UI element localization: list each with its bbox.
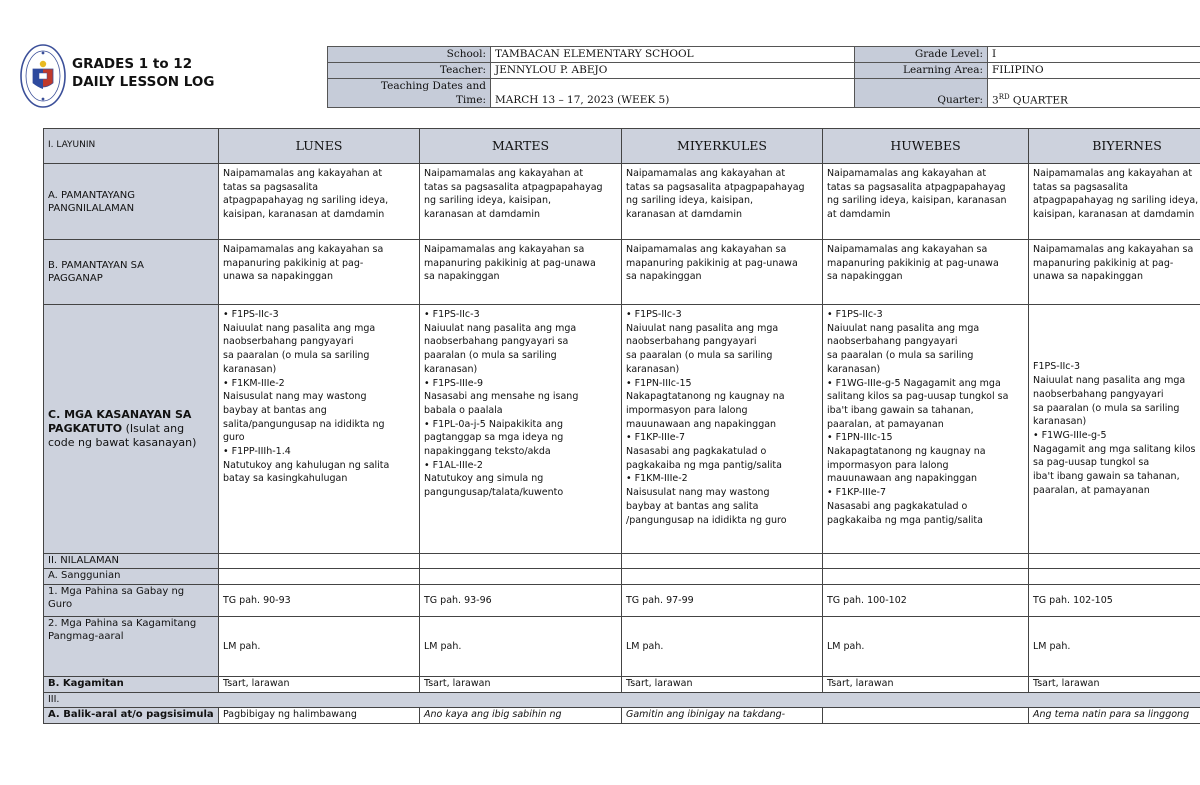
cell-kagamitang-martes: LM pah. (420, 617, 622, 677)
cell-line: Naiuulat nang pasalita ang mga (827, 322, 980, 334)
row-label-line: Guro (48, 599, 73, 610)
cell-line: paaralan, at pamayanan (827, 418, 944, 430)
cell-line: • F1PS-IIc-3 (626, 309, 682, 320)
row-balik-aral (44, 708, 1200, 724)
cell-line: Naiuulat nang pasalita ang mga (626, 322, 779, 334)
cell-line: ng sariling ideya, kaisipan, (626, 195, 754, 207)
cell-line: Naipamamalas ang kakayahan sa (1033, 244, 1194, 255)
cell-pamantayan-lunes (219, 240, 420, 305)
kasanayan-label-rest-2: code ng bawat kasanayan) (48, 436, 197, 449)
cell-line: iba't ibang gawain sa tahanan, (1033, 471, 1180, 483)
cell-gabay-miyerkules: TG pah. 97-99 (622, 585, 823, 617)
cell-line: naobserbahang pangyayari (223, 336, 354, 348)
title-line-2: DAILY LESSON LOG (72, 74, 215, 90)
cell-line: sa napakinggan (827, 271, 903, 283)
kasanayan-label-bold-1: C. MGA KASANAYAN SA (48, 408, 192, 421)
cell-line: sa paaralan (o mula sa sariling (1033, 402, 1180, 414)
day-header-biyernes: BIYERNES (1029, 129, 1200, 164)
cell-line: mapanuring pakikinig at pag-unawa (827, 257, 999, 269)
cell-kasanayan-martes (420, 305, 622, 554)
cell-line: naobserbahang pangyayari (626, 336, 757, 348)
cell-line: tatas sa pagsasalita atpagpapahayag (626, 181, 805, 193)
cell-line: • F1KP-IIIe-7 (626, 432, 686, 444)
cell-empty (1029, 569, 1200, 585)
cell-line: mapanuring pakikinig at pag-unawa (424, 257, 596, 269)
quarter-suffix: RD (998, 92, 1010, 101)
cell-line: Naisusulat nang may wastong (223, 391, 367, 403)
cell-empty (823, 554, 1029, 569)
cell-kagamitan-martes: Tsart, larawan (420, 677, 622, 693)
cell-line: sa napakinggan (626, 271, 702, 283)
kasanayan-label-bold-2: PAGKATUTO (48, 422, 123, 435)
cell-line: ng sariling ideya, kaisipan, karanasan (827, 195, 1007, 207)
cell-line: batay sa kasingkahulugan (223, 473, 348, 485)
cell-line: mapanuring pakikinig at pag- (1033, 257, 1174, 269)
cell-line: kaisipan, karanasan at damdamin (223, 209, 385, 221)
quarter-number: 3 (992, 94, 999, 106)
cell-pamantayan-martes (420, 240, 622, 305)
dates-value: MARCH 13 – 17, 2023 (WEEK 5) (491, 79, 855, 108)
cell-line: Naipamamalas ang kakayahan sa (223, 244, 384, 255)
row-gabay-guro (44, 585, 1200, 617)
cell-line: karanasan) (223, 363, 277, 375)
cell-line: Naipamamalas ang kakayahan at (424, 168, 584, 179)
cell-line: paaralan (o mula sa sariling (424, 350, 557, 362)
row-label-kagamitang (44, 617, 219, 677)
cell-empty (219, 554, 420, 569)
cell-line: • F1PP-IIIh-1.4 (223, 446, 291, 458)
cell-empty (1029, 554, 1200, 569)
cell-line: unawa sa napakinggan (1033, 271, 1144, 283)
cell-line: kaisipan, karanasan at damdamin (1033, 209, 1195, 221)
cell-kasanayan-lunes (219, 305, 420, 554)
cell-balikaral-miyerkules: Gamitin ang ibinigay na takdang- (622, 708, 823, 724)
cell-empty (823, 569, 1029, 585)
row-pamamaraan (44, 693, 1200, 708)
cell-line: napakinggang teksto/akda (424, 446, 551, 458)
cell-line: Naiuulat nang pasalita ang mga (1033, 375, 1186, 387)
info-table (327, 46, 1200, 108)
cell-line: paaralan, at pamayanan (1033, 484, 1150, 496)
cell-kasanayan-huwebes (823, 305, 1029, 554)
cell-line: karanasan) (626, 363, 680, 375)
row-label-sanggunian: A. Sanggunian (44, 569, 219, 585)
cell-line: Naipamamalas ang kakayahan at (827, 168, 987, 179)
cell-balikaral-huwebes (823, 708, 1029, 724)
cell-line: mapanuring pakikinig at pag-unawa (626, 257, 798, 269)
cell-line: Nakapagtatanong ng kaugnay na (827, 446, 986, 458)
teacher-label: Teacher: (328, 63, 491, 79)
cell-kagamitang-miyerkules: LM pah. (622, 617, 823, 677)
section-pamamaraan: III. (44, 693, 1200, 708)
quarter-value (988, 79, 1200, 108)
cell-pamantayang-martes (420, 164, 622, 240)
cell-pamantayan-biyernes (1029, 240, 1200, 305)
cell-line: Naiuulat nang pasalita ang mga (223, 322, 376, 334)
cell-line: Naipamamalas ang kakayahan sa (424, 244, 585, 255)
cell-line: F1PS-IIc-3 (1033, 361, 1080, 373)
day-header-lunes: LUNES (219, 129, 420, 164)
area-label: Learning Area: (855, 63, 988, 79)
row-label-line: A. PAMANTAYANG (48, 189, 136, 201)
row-label-line: PANGNILALAMAN (48, 202, 135, 214)
layunin-header: I. LAYUNIN (44, 129, 219, 164)
lesson-log-table (43, 128, 1200, 724)
cell-line: Naipamamalas ang kakayahan at (1033, 168, 1193, 179)
cell-line: babala o paalala (424, 404, 503, 416)
row-label-kagamitan: B. Kagamitan (44, 677, 219, 693)
cell-kagamitan-lunes: Tsart, larawan (219, 677, 420, 693)
dates-label-line-2: Time: (455, 94, 486, 106)
cell-line: impormasyon para lalong (827, 459, 949, 471)
cell-line: karanasan) (424, 363, 478, 375)
row-label-line: 1. Mga Pahina sa Gabay ng (48, 586, 185, 597)
cell-line: salitang kilos sa pag-uusap tungkol sa (827, 391, 1009, 403)
day-header-huwebes: HUWEBES (823, 129, 1029, 164)
cell-line: • F1PL-0a-j-5 Naipakikita ang (424, 418, 563, 430)
cell-line: Nagagamit ang mga salitang kilos (1033, 443, 1196, 455)
cell-line: pagkakaiba ng mga pantig/salita (827, 514, 983, 526)
cell-line: karanasan) (827, 363, 881, 375)
cell-gabay-martes: TG pah. 93-96 (420, 585, 622, 617)
cell-line: karanasan at damdamin (626, 209, 742, 221)
cell-kasanayan-biyernes (1029, 305, 1200, 554)
teacher-value: JENNYLOU P. ABEJO (491, 63, 855, 79)
document-title (72, 55, 214, 91)
cell-kagamitang-biyernes: LM pah. (1029, 617, 1200, 677)
cell-pamantayang-biyernes (1029, 164, 1200, 240)
cell-line: Naipamamalas ang kakayahan sa (626, 244, 787, 255)
cell-kasanayan-miyerkules (622, 305, 823, 554)
cell-line: salita/pangungusap na ididikta ng (223, 418, 385, 430)
deped-seal-logo (20, 43, 66, 109)
row-label-pamantayang (44, 164, 219, 240)
cell-line: mapanuring pakikinig at pag- (223, 257, 364, 269)
cell-line: • F1WG-IIIe-g-5 Nagagamit ang mga (827, 377, 1001, 389)
cell-line: Naipamamalas ang kakayahan sa (827, 244, 988, 255)
cell-line: tatas sa pagsasalita atpagpapahayag (827, 181, 1006, 193)
row-kagamitan (44, 677, 1200, 693)
cell-line: Nasasabi ang pagkakatulad o (827, 500, 968, 512)
cell-line: unawa sa napakinggan (223, 271, 334, 283)
cell-line: naobserbahang pangyayari sa (424, 336, 569, 348)
cell-line: tatas sa pagsasalita (223, 181, 319, 193)
cell-line: naobserbahang pangyayari (1033, 388, 1164, 400)
cell-balikaral-lunes: Pagbibigay ng halimbawang (219, 708, 420, 724)
cell-line: karanasan at damdamin (424, 209, 540, 221)
cell-line: • F1PN-IIIc-15 (827, 432, 893, 444)
cell-line: sa paaralan (o mula sa sariling (223, 350, 370, 362)
cell-line: atpagpapahayag ng sariling ideya, (1033, 195, 1199, 207)
cell-line: • F1KM-IIIe-2 (223, 377, 285, 389)
cell-line: Natutukoy ang kahulugan ng salita (223, 459, 390, 471)
row-label-kasanayan (44, 305, 219, 554)
grade-value: I (988, 47, 1200, 63)
cell-line: tatas sa pagsasalita (1033, 181, 1129, 193)
cell-line: mauunawaan ang napakinggan (827, 473, 978, 485)
area-value: FILIPINO (988, 63, 1200, 79)
cell-line: sa paaralan (o mula sa sariling (827, 350, 974, 362)
cell-balikaral-martes: Ano kaya ang ibig sabihin ng (420, 708, 622, 724)
row-kasanayan (44, 305, 1200, 554)
cell-pamantayang-lunes (219, 164, 420, 240)
cell-line: karanasan) (1033, 416, 1087, 428)
row-sanggunian (44, 569, 1200, 585)
cell-kagamitan-miyerkules: Tsart, larawan (622, 677, 823, 693)
cell-line: sa pag-uusap tungkol sa (1033, 457, 1150, 469)
cell-kagamitan-biyernes: Tsart, larawan (1029, 677, 1200, 693)
cell-line: • F1KP-IIIe-7 (827, 487, 887, 499)
cell-line: pagtanggap sa mga ideya ng (424, 432, 564, 444)
header-row (44, 129, 1200, 164)
cell-line: Naipamamalas ang kakayahan at (223, 168, 383, 179)
school-label: School: (328, 47, 491, 63)
cell-line: • F1PS-IIc-3 (827, 309, 883, 320)
row-pamantayang-pangnilalaman (44, 164, 1200, 240)
row-label-balik-aral: A. Balik-aral at/o pagsisimula (44, 708, 219, 724)
row-label-pamantayan (44, 240, 219, 305)
cell-pamantayan-miyerkules (622, 240, 823, 305)
cell-line: naobserbahang pangyayari (827, 336, 958, 348)
cell-line: Nakapagtatanong ng kaugnay na (626, 391, 785, 403)
row-label-line: PAGGANAP (48, 273, 103, 284)
cell-line: sa paaralan (o mula sa sariling (626, 350, 773, 362)
kasanayan-label-rest-1: (Isulat ang (122, 422, 185, 435)
cell-pamantayang-miyerkules (622, 164, 823, 240)
title-line-1: GRADES 1 to 12 (72, 56, 193, 72)
cell-line: Natutukoy ang simula ng (424, 473, 544, 485)
cell-kagamitang-huwebes: LM pah. (823, 617, 1029, 677)
cell-empty (622, 554, 823, 569)
cell-empty (420, 554, 622, 569)
quarter-label: Quarter: (855, 79, 988, 108)
cell-line: • F1PN-IIIc-15 (626, 377, 692, 389)
cell-line: ng sariling ideya, kaisipan, (424, 195, 552, 207)
cell-kagamitan-huwebes: Tsart, larawan (823, 677, 1029, 693)
row-pamantayan-pagganap (44, 240, 1200, 305)
dates-label (328, 79, 491, 108)
cell-line: impormasyon para lalong (626, 404, 748, 416)
grade-label: Grade Level: (855, 47, 988, 63)
dates-label-line-1: Teaching Dates and (380, 80, 486, 92)
cell-line: tatas sa pagsasalita atpagpapahayag (424, 181, 603, 193)
cell-line: • F1KM-IIIe-2 (626, 473, 688, 485)
cell-line: pagkakaiba ng mga pantig/salita (626, 459, 782, 471)
cell-empty (420, 569, 622, 585)
cell-empty (219, 569, 420, 585)
day-header-martes: MARTES (420, 129, 622, 164)
cell-pamantayan-huwebes (823, 240, 1029, 305)
school-value: TAMBACAN ELEMENTARY SCHOOL (491, 47, 855, 63)
cell-line: • F1PS-IIc-3 (424, 309, 480, 320)
cell-line: Naiuulat nang pasalita ang mga (424, 322, 577, 334)
day-header-miyerkules: MIYERKULES (622, 129, 823, 164)
row-label-line: Pangmag-aaral (48, 631, 124, 642)
cell-line: at damdamin (827, 209, 891, 221)
row-nilalaman (44, 554, 1200, 569)
cell-line: Naisusulat nang may wastong (626, 487, 770, 499)
cell-pamantayang-huwebes (823, 164, 1029, 240)
cell-line: • F1WG-IIIe-g-5 (1033, 430, 1107, 441)
cell-line: mauunawaan ang napakinggan (626, 418, 777, 430)
row-label-gabay (44, 585, 219, 617)
cell-gabay-huwebes: TG pah. 100-102 (823, 585, 1029, 617)
cell-line: • F1AL-IIIe-2 (424, 459, 483, 471)
cell-line: sa napakinggan (424, 271, 500, 283)
cell-line: iba't ibang gawain sa tahanan, (827, 404, 974, 416)
row-kagamitang-pangmag-aaral (44, 617, 1200, 677)
row-label-nilalaman: II. NILALAMAN (44, 554, 219, 569)
quarter-text: QUARTER (1009, 94, 1068, 106)
cell-line: /pangungusap na ididikta ng guro (626, 514, 787, 526)
row-label-line: B. PAMANTAYAN SA (48, 260, 145, 271)
cell-line: Nasasabi ang pagkakatulad o (626, 446, 767, 458)
cell-line: • F1PS-IIc-3 (223, 309, 279, 320)
cell-balikaral-biyernes: Ang tema natin para sa linggong (1029, 708, 1200, 724)
cell-line: • F1PS-IIIe-9 (424, 377, 484, 389)
cell-line: atpagpapahayag ng sariling ideya, (223, 195, 389, 207)
cell-gabay-lunes: TG pah. 90-93 (219, 585, 420, 617)
cell-line: Nasasabi ang mensahe ng isang (424, 391, 579, 403)
cell-kagamitang-lunes: LM pah. (219, 617, 420, 677)
cell-line: pangungusap/talata/kuwento (424, 487, 564, 499)
cell-line: baybay at bantas ang (223, 404, 327, 416)
cell-line: baybay at bantas ang salita (626, 500, 759, 512)
cell-line: guro (223, 432, 245, 444)
cell-line: Naipamamalas ang kakayahan at (626, 168, 786, 179)
cell-gabay-biyernes: TG pah. 102-105 (1029, 585, 1200, 617)
cell-empty (622, 569, 823, 585)
row-label-line: 2. Mga Pahina sa Kagamitang (48, 618, 197, 629)
